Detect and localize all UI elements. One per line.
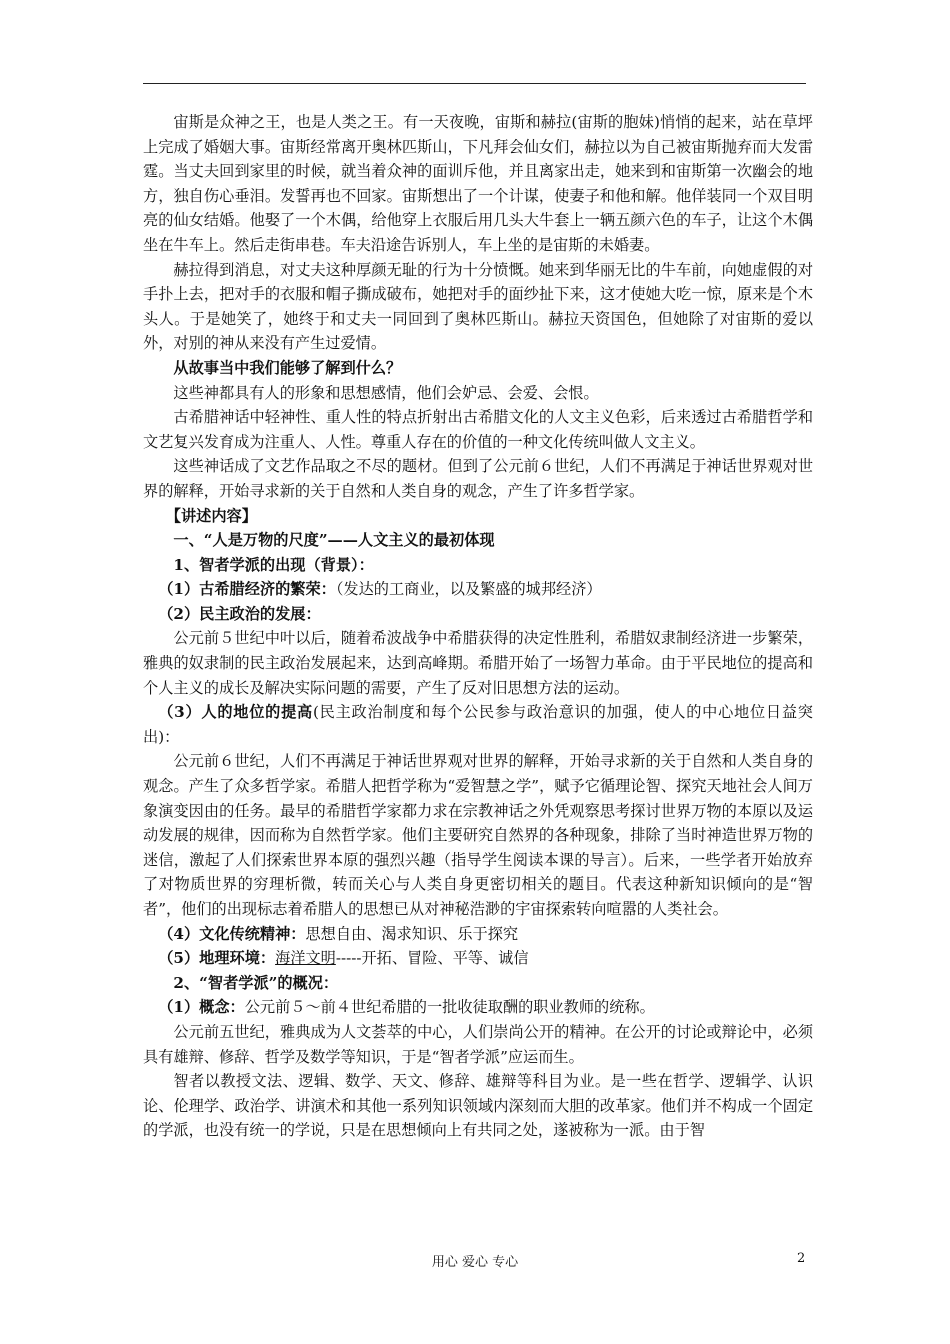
- subpoint-1-text: （发达的工商业，以及繁盛的城邦经济）: [335, 580, 602, 599]
- story-paragraph-2: 赫拉得到消息，对丈夫这种厚颜无耻的行为十分愤慨。她来到华丽无比的牛车前，向她虚假的对手扑上去，把对手的衣服和帽子撕成破布，她把对手的面纱扯下来，这才使她大吃一惊，原来是个木头人。于是她笑了，她终于和丈夫一同回到了奥林匹斯山。赫拉天资国色，但她除了对宙斯的爱以外，对别的神从来没有产生过爱情。: [143, 260, 813, 353]
- philosophy-paragraph: 公元前６世纪，人们不再满足于神话世界观对世界的解释，开始寻求新的关于自然和人类自身的观念。产生了众多哲学家。希腊人把哲学称为“爱智慧之学”，赋予它循理论智、探究天地社会人间万象演变因由的任务。最早的希腊哲学家都力求在宗教神话之外凭观察思考探讨世界万物的本原以及运动发展的规律，因而称为自然哲学家。他们主要研究自然界的各种现象，排除了当时神造世界万物的迷信，激起了人们探索世界本原的强烈兴趣（指导学生阅读本课的导言）。后来，一些学者开始放弃了对物质世界的穷理析微，转而关心与人类自身更密切相关的题目。代表这种新知识倾向的是“智者”，他们的出现标志着希腊人的思想已从对神秘浩渺的宇宙探索转向喧嚣的人类社会。: [143, 752, 813, 918]
- answer-paragraph-3: 这些神话成了文艺作品取之不尽的题材。但到了公元前６世纪，人们不再满足于神话世界观对世界的解释，开始寻求新的关于自然和人类自身的观念，产生了许多哲学家。: [143, 457, 813, 500]
- subpoint-6-text: 公元前５～前４世纪希腊的一批收徒取酬的职业教师的统称。: [244, 998, 655, 1017]
- section-label: 【讲述内容】: [165, 506, 257, 525]
- politics-paragraph: 公元前５世纪中叶以后，随着希波战争中希腊获得的决定性胜利，希腊奴隶制经济进一步繁荣，雅典的奴隶制的民主政治发展起来，达到高峰期。希腊开始了一场智力革命。由于平民地位的提高和个人主义的成长及解决实际问题的需要，产生了反对旧思想方法的运动。: [143, 629, 813, 697]
- subpoint-4-text: 思想自由、渴求知识、乐于探究: [305, 924, 519, 943]
- heading-1: 一、“人是万物的尺度”——人文主义的最初体现: [173, 531, 495, 550]
- answer-paragraph-2: 古希腊神话中轻神性、重人性的特点折射出古希腊文化的人文主义色彩，后来透过古希腊哲学和文艺复兴发育成为注重人、人性。尊重人存在的价值的一种文化传统叫做人文主义。: [143, 408, 813, 451]
- subpoint-5: [143, 946, 813, 971]
- subpoint-4: [143, 922, 813, 947]
- sophist-paragraph-2: 智者以教授文法、逻辑、数学、天文、修辞、雄辩等科目为业。是一些在哲学、逻辑学、认识论、伦理学、政治学、讲演术和其他一系列知识领域内深刻而大胆的改革家。他们并不构成一个固定的学派，也没有统一的学说，只是在思想倾向上有共同之处，遂被称为一派。由于智: [143, 1072, 813, 1140]
- document-body: [143, 110, 813, 1143]
- answer-paragraph-1: 这些神都具有人的形象和思想感情，他们会妒忌、会爱、会恨。: [173, 383, 599, 402]
- subpoint-5-label: （5）地理环境：: [158, 949, 276, 968]
- subpoint-4-label: （4）文化传统精神：: [158, 924, 306, 943]
- header-rule: [143, 83, 806, 84]
- story-paragraph-1: 宙斯是众神之王，也是人类之王。有一天夜晚，宙斯和赫拉(宙斯的胞妹)悄悄的起来，站在草坪上完成了婚姻大事。宙斯经常离开奥林匹斯山，下凡拜会仙女们，赫拉以为自己被宙斯抛弃而大发雷霆。当丈夫回到家里的时候，就当着众神的面训斥他，并且离家出走，她来到和宙斯第一次幽会的地方，独自伤心垂泪。发誓再也不回家。宙斯想出了一个计谋，使妻子和他和解。他佯装同一个双目明亮的仙女结婚。他娶了一个木偶，给他穿上衣服后用几头大牛套上一辆五颜六色的车子，让这个木偶坐在牛车上。然后走街串巷。车夫沿途告诉别人，车上坐的是宙斯的未婚妻。: [143, 113, 813, 254]
- subpoint-3-text: (民主政治制度和每个公民参与政治意识的加强，使人的中心地位日益突出)：: [143, 703, 813, 746]
- subpoint-3: [143, 700, 813, 749]
- subpoint-5-text: -----开拓、冒险、平等、诚信: [335, 949, 529, 968]
- subpoint-1: [143, 577, 813, 602]
- sophist-paragraph-1: 公元前五世纪，雅典成为人文荟萃的中心，人们崇尚公开的精神。在公开的讨论或辩论中，必须具有雄辩、修辞、哲学及数学等知识，于是“智者学派”应运而生。: [143, 1022, 813, 1066]
- question-heading: 从故事当中我们能够了解到什么？: [173, 358, 402, 377]
- heading-1-2: 2、“智者学派”的概况：: [173, 973, 339, 992]
- subpoint-1-label: （1）古希腊经济的繁荣：: [158, 580, 336, 599]
- heading-1-1: 1、智者学派的出现（背景）：: [173, 555, 374, 574]
- subpoint-2-label: （2）民主政治的发展：: [158, 604, 321, 623]
- page-number: 2: [797, 1251, 806, 1266]
- subpoint-5-underlined: 海洋文明: [275, 949, 336, 968]
- subpoint-6: [143, 995, 813, 1020]
- subpoint-6-label: （1）概念：: [158, 998, 245, 1017]
- footer-text: 用心 爱心 专心: [431, 1255, 519, 1270]
- subpoint-3-label: （3）人的地位的提高: [158, 703, 313, 722]
